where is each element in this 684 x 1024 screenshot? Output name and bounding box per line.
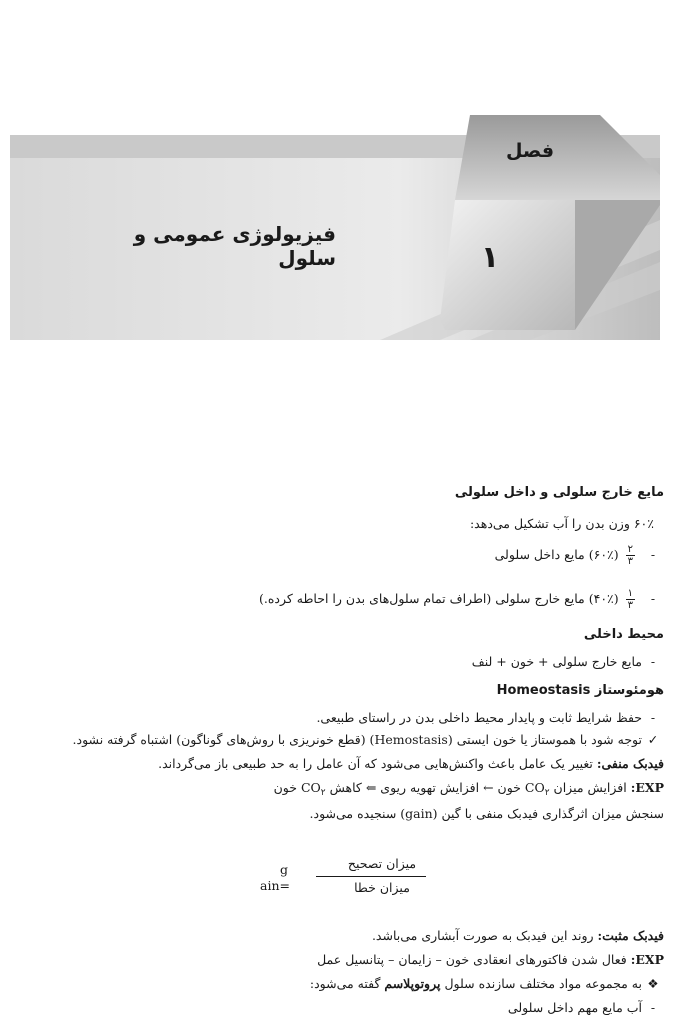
formula-denominator: میزان خطا [354,880,410,895]
note-item: ✓توجه شود با هموستاز یا خون ایستی (Hemostasis) (قطع خونریزی با روش‌های گوناگون) اشتباه گرفته نشود. [73,732,664,749]
list-item: - $\frac{۱}{۳}$ (۴۰٪) مایع خارج سلولی (اطراف تمام سلول‌های بدن را احاطه کرده.) [259,588,656,611]
negative-feedback-example: EXP: افزایش میزان $CO_۲$ خون ← افزایش تهویه ریوی ⇐ کاهش $CO_۲$ خون [273,780,664,798]
list-item: -مایع خارج سلولی + خون + لنف [471,654,656,669]
fraction-bar [316,876,426,877]
section-heading-internal-env: محیط داخلی [583,627,664,642]
list-item: - $\frac{۲}{۳}$ (۶۰٪) مایع داخل سلولی [494,544,656,567]
protoplasm-item: ❖به مجموعه مواد مختلف سازنده سلول پروتوپلاسم گفته می‌شود: [310,976,664,993]
fraction: $\frac{۱}{۳}$ [627,588,634,611]
fluids-intro: ۶۰٪ وزن بدن را آب تشکیل می‌دهد: [469,516,654,531]
diamond-bullet-icon: ❖ [647,976,659,991]
list-item: -حفظ شرایط ثابت و پایدار محیط داخلی بدن در راستای طبیعی. [316,710,656,725]
chapter-title: فیزیولوژی عمومی و سلول [133,222,336,270]
section-heading-homeostasis: هومئوستاز Homeostasis [496,683,664,698]
fraction: $\frac{۲}{۳}$ [627,544,634,567]
chapter-banner [0,0,684,360]
check-icon: ✓ [647,732,659,747]
chapter-number: ۱ [480,240,500,275]
positive-feedback: فیدبک مثبت: روند این فیدبک به صورت آبشاری می‌باشد. [371,928,664,943]
formula-numerator: میزان تصحیح [347,856,417,871]
positive-feedback-example: EXP: فعال شدن فاکتورهای انعقادی خون – زایمان – پتانسیل عمل [317,952,664,967]
section-heading-fluids: مایع خارج سلولی و داخل سلولی [454,485,664,500]
chapter-label: فصل [505,140,555,162]
gain-text: سنجش میزان اثرگذاری فیدبک منفی با گین (gain) سنجیده می‌شود. [309,806,664,821]
gain-formula [260,856,430,906]
formula-ain: ain= [260,878,290,893]
list-item: -آب مایع مهم داخل سلولی [507,1000,656,1015]
formula-g: g [280,862,289,877]
negative-feedback: فیدبک منفی: تغییر یک عامل باعث واکنش‌هایی می‌شود که آن عامل را به حد طبیعی باز می‌گرداند. [158,756,664,771]
